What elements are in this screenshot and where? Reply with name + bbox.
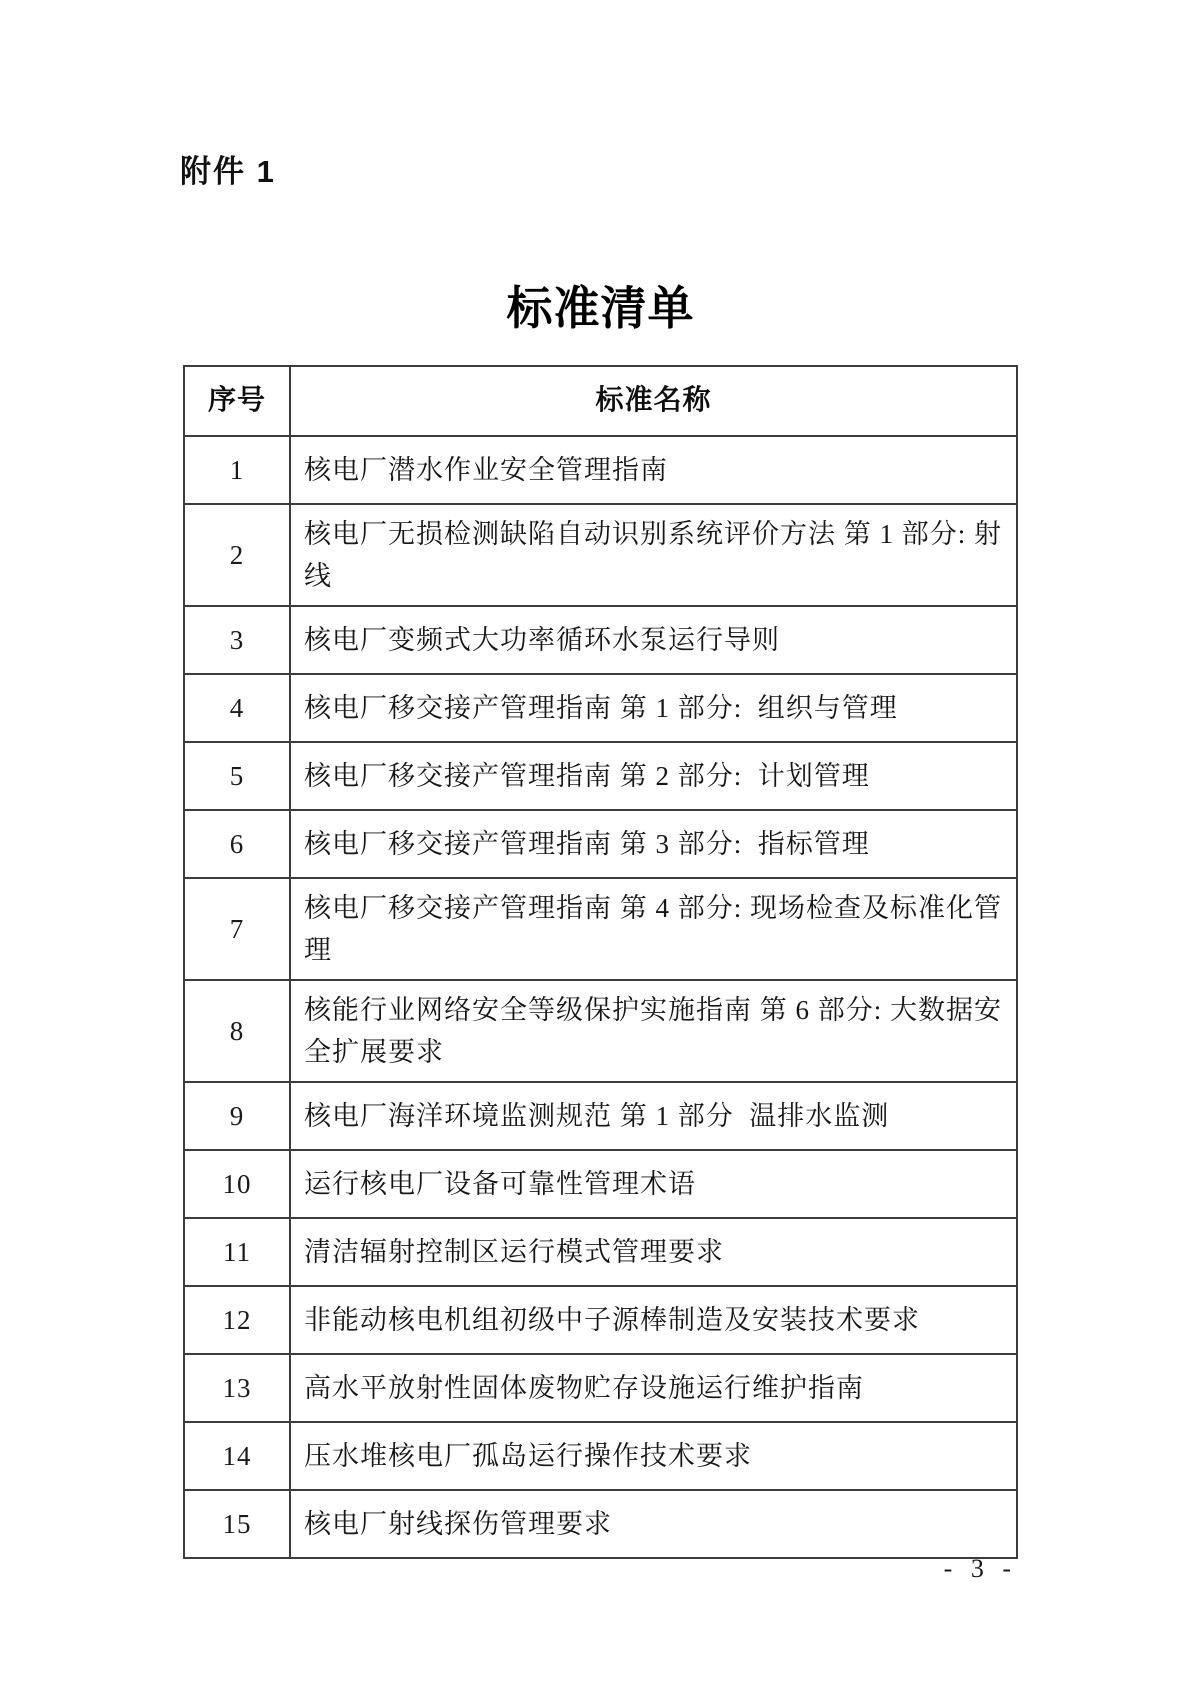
row-standard-name: 核电厂移交接产管理指南 第 2 部分: 计划管理 bbox=[290, 742, 1017, 810]
standards-table-body bbox=[184, 436, 1017, 1558]
row-standard-name: 核电厂海洋环境监测规范 第 1 部分 温排水监测 bbox=[290, 1082, 1017, 1150]
row-standard-name: 核电厂移交接产管理指南 第 3 部分: 指标管理 bbox=[290, 810, 1017, 878]
row-index: 9 bbox=[184, 1082, 290, 1150]
table-row bbox=[184, 742, 1017, 810]
row-index: 12 bbox=[184, 1286, 290, 1354]
table-row bbox=[184, 504, 1017, 606]
row-index: 15 bbox=[184, 1490, 290, 1558]
row-index: 13 bbox=[184, 1354, 290, 1422]
row-index: 4 bbox=[184, 674, 290, 742]
table-row bbox=[184, 1082, 1017, 1150]
standards-table-header bbox=[184, 366, 1017, 436]
row-standard-name: 核电厂移交接产管理指南 第 1 部分: 组织与管理 bbox=[290, 674, 1017, 742]
table-row bbox=[184, 1150, 1017, 1218]
table-row bbox=[184, 1218, 1017, 1286]
row-standard-name: 核电厂潜水作业安全管理指南 bbox=[290, 436, 1017, 504]
row-standard-name: 核电厂射线探伤管理要求 bbox=[290, 1490, 1017, 1558]
table-row bbox=[184, 810, 1017, 878]
page-title: 标准清单 bbox=[506, 283, 695, 334]
row-index: 10 bbox=[184, 1150, 290, 1218]
standards-table bbox=[183, 365, 1018, 1559]
table-row bbox=[184, 1490, 1017, 1558]
header-row bbox=[184, 366, 1017, 436]
row-standard-name: 核电厂变频式大功率循环水泵运行导则 bbox=[290, 606, 1017, 674]
row-index: 14 bbox=[184, 1422, 290, 1490]
table-row bbox=[184, 606, 1017, 674]
row-standard-name: 核电厂移交接产管理指南 第 4 部分: 现场检查及标准化管理 bbox=[290, 878, 1017, 980]
row-standard-name: 压水堆核电厂孤岛运行操作技术要求 bbox=[290, 1422, 1017, 1490]
row-index: 8 bbox=[184, 980, 290, 1082]
row-index: 5 bbox=[184, 742, 290, 810]
row-standard-name: 运行核电厂设备可靠性管理术语 bbox=[290, 1150, 1017, 1218]
row-standard-name: 高水平放射性固体废物贮存设施运行维护指南 bbox=[290, 1354, 1017, 1422]
header-standard-name: 标准名称 bbox=[290, 366, 1017, 436]
row-index: 2 bbox=[184, 504, 290, 606]
table-row bbox=[184, 1354, 1017, 1422]
table-row bbox=[184, 436, 1017, 504]
table-row bbox=[184, 674, 1017, 742]
header-index: 序号 bbox=[184, 366, 290, 436]
table-row bbox=[184, 1422, 1017, 1490]
row-index: 7 bbox=[184, 878, 290, 980]
row-index: 6 bbox=[184, 810, 290, 878]
table-row bbox=[184, 878, 1017, 980]
table-row bbox=[184, 1286, 1017, 1354]
row-index: 3 bbox=[184, 606, 290, 674]
page-number: - 3 - bbox=[943, 1554, 1017, 1583]
row-standard-name: 非能动核电机组初级中子源棒制造及安装技术要求 bbox=[290, 1286, 1017, 1354]
attachment-label: 附件 1 bbox=[180, 154, 276, 189]
table-row bbox=[184, 980, 1017, 1082]
row-standard-name: 核能行业网络安全等级保护实施指南 第 6 部分: 大数据安全扩展要求 bbox=[290, 980, 1017, 1082]
row-index: 1 bbox=[184, 436, 290, 504]
row-index: 11 bbox=[184, 1218, 290, 1286]
row-standard-name: 核电厂无损检测缺陷自动识别系统评价方法 第 1 部分: 射线 bbox=[290, 504, 1017, 606]
row-standard-name: 清洁辐射控制区运行模式管理要求 bbox=[290, 1218, 1017, 1286]
